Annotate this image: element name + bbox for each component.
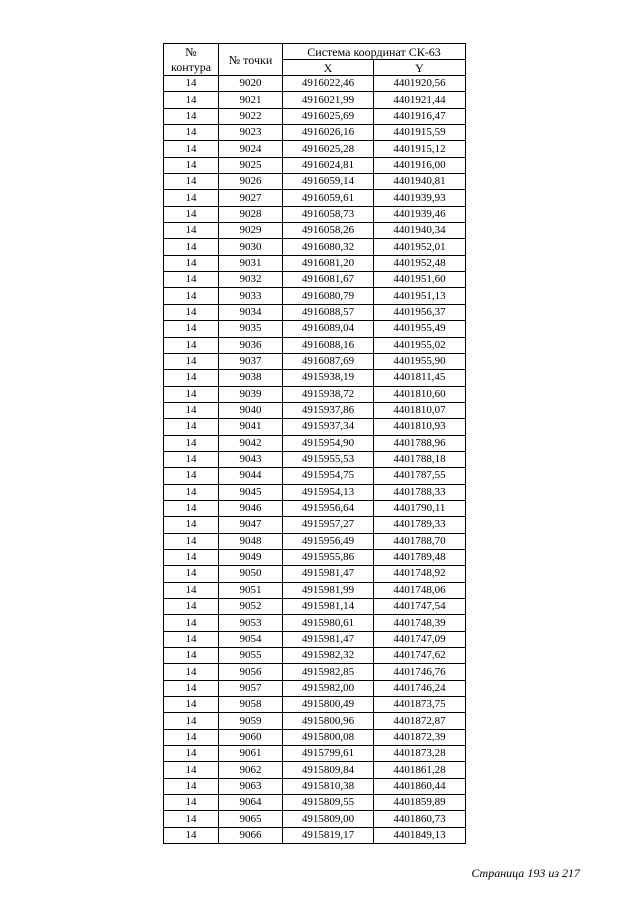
cell-x: 4916058,26: [283, 223, 374, 239]
cell-point: 9052: [219, 599, 283, 615]
table-row: [164, 533, 466, 549]
cell-point: 9044: [219, 468, 283, 484]
cell-x: 4916059,61: [283, 190, 374, 206]
cell-point: 9055: [219, 648, 283, 664]
cell-x: 4916058,73: [283, 206, 374, 222]
cell-point: 9045: [219, 484, 283, 500]
cell-y: 4401955,49: [374, 321, 466, 337]
cell-contour: 14: [164, 615, 219, 631]
cell-y: 4401748,39: [374, 615, 466, 631]
cell-y: 4401746,24: [374, 680, 466, 696]
cell-contour: 14: [164, 566, 219, 582]
cell-y: 4401955,02: [374, 337, 466, 353]
cell-point: 9041: [219, 419, 283, 435]
table-row: [164, 648, 466, 664]
table-row: [164, 141, 466, 157]
cell-contour: 14: [164, 435, 219, 451]
cell-point: 9034: [219, 304, 283, 320]
cell-contour: 14: [164, 648, 219, 664]
header-contour-no-text: № контура: [170, 44, 212, 74]
table-row: [164, 337, 466, 353]
table-row: [164, 451, 466, 467]
cell-contour: 14: [164, 517, 219, 533]
table-row: [164, 108, 466, 124]
cell-contour: 14: [164, 174, 219, 190]
cell-contour: 14: [164, 288, 219, 304]
cell-point: 9042: [219, 435, 283, 451]
table-row: [164, 125, 466, 141]
cell-x: 4915819,17: [283, 827, 374, 843]
cell-x: 4916089,04: [283, 321, 374, 337]
cell-x: 4915982,85: [283, 664, 374, 680]
cell-x: 4915809,00: [283, 811, 374, 827]
cell-x: 4916088,16: [283, 337, 374, 353]
page-label: Страница: [471, 866, 525, 880]
cell-y: 4401748,06: [374, 582, 466, 598]
cell-y: 4401748,92: [374, 566, 466, 582]
cell-x: 4916081,20: [283, 255, 374, 271]
cell-contour: 14: [164, 729, 219, 745]
cell-contour: 14: [164, 108, 219, 124]
cell-contour: 14: [164, 762, 219, 778]
cell-contour: 14: [164, 664, 219, 680]
cell-y: 4401915,59: [374, 125, 466, 141]
table-row: [164, 549, 466, 565]
table-row: [164, 566, 466, 582]
cell-contour: 14: [164, 713, 219, 729]
cell-x: 4915799,61: [283, 746, 374, 762]
cell-y: 4401810,60: [374, 386, 466, 402]
cell-contour: 14: [164, 549, 219, 565]
cell-x: 4915981,14: [283, 599, 374, 615]
cell-point: 9058: [219, 697, 283, 713]
cell-contour: 14: [164, 680, 219, 696]
cell-y: 4401920,56: [374, 76, 466, 92]
cell-x: 4915981,47: [283, 566, 374, 582]
cell-contour: 14: [164, 811, 219, 827]
cell-y: 4401859,89: [374, 795, 466, 811]
table-row: [164, 386, 466, 402]
cell-point: 9038: [219, 370, 283, 386]
page-total: 217: [562, 866, 580, 880]
cell-y: 4401789,33: [374, 517, 466, 533]
cell-point: 9023: [219, 125, 283, 141]
cell-x: 4915800,08: [283, 729, 374, 745]
cell-y: 4401955,90: [374, 353, 466, 369]
cell-y: 4401956,37: [374, 304, 466, 320]
cell-x: 4916025,69: [283, 108, 374, 124]
cell-contour: 14: [164, 206, 219, 222]
cell-point: 9021: [219, 92, 283, 108]
cell-x: 4916026,16: [283, 125, 374, 141]
cell-point: 9036: [219, 337, 283, 353]
cell-x: 4916022,46: [283, 76, 374, 92]
cell-point: 9060: [219, 729, 283, 745]
cell-contour: 14: [164, 370, 219, 386]
table-row: [164, 419, 466, 435]
table-row: [164, 762, 466, 778]
cell-contour: 14: [164, 697, 219, 713]
cell-point: 9062: [219, 762, 283, 778]
cell-point: 9065: [219, 811, 283, 827]
cell-contour: 14: [164, 468, 219, 484]
cell-contour: 14: [164, 337, 219, 353]
cell-point: 9033: [219, 288, 283, 304]
cell-point: 9053: [219, 615, 283, 631]
cell-contour: 14: [164, 321, 219, 337]
cell-y: 4401849,13: [374, 827, 466, 843]
cell-x: 4915955,53: [283, 451, 374, 467]
page-of: из: [548, 866, 559, 880]
cell-contour: 14: [164, 746, 219, 762]
header-y-text: Y: [415, 60, 424, 75]
table-row: [164, 599, 466, 615]
table-row: [164, 272, 466, 288]
table-row: [164, 778, 466, 794]
cell-contour: 14: [164, 533, 219, 549]
cell-contour: 14: [164, 255, 219, 271]
cell-point: 9032: [219, 272, 283, 288]
cell-y: 4401788,18: [374, 451, 466, 467]
table-row: [164, 517, 466, 533]
cell-point: 9061: [219, 746, 283, 762]
cell-point: 9051: [219, 582, 283, 598]
cell-contour: 14: [164, 827, 219, 843]
cell-y: 4401872,87: [374, 713, 466, 729]
cell-point: 9026: [219, 174, 283, 190]
table-header: [164, 44, 466, 76]
cell-contour: 14: [164, 353, 219, 369]
cell-y: 4401952,48: [374, 255, 466, 271]
cell-x: 4916024,81: [283, 157, 374, 173]
cell-point: 9059: [219, 713, 283, 729]
cell-y: 4401810,07: [374, 402, 466, 418]
cell-contour: 14: [164, 631, 219, 647]
cell-point: 9064: [219, 795, 283, 811]
table-row: [164, 697, 466, 713]
cell-y: 4401940,81: [374, 174, 466, 190]
cell-x: 4915980,61: [283, 615, 374, 631]
cell-contour: 14: [164, 582, 219, 598]
cell-point: 9046: [219, 500, 283, 516]
table-row: [164, 239, 466, 255]
table-row: [164, 811, 466, 827]
cell-x: 4915954,75: [283, 468, 374, 484]
cell-point: 9054: [219, 631, 283, 647]
cell-x: 4916080,32: [283, 239, 374, 255]
cell-contour: 14: [164, 484, 219, 500]
table-row: [164, 484, 466, 500]
cell-x: 4915937,86: [283, 402, 374, 418]
cell-x: 4915982,00: [283, 680, 374, 696]
header-contour-no: [164, 44, 219, 76]
table-row: [164, 76, 466, 92]
cell-y: 4401747,09: [374, 631, 466, 647]
cell-y: 4401790,11: [374, 500, 466, 516]
table-row: [164, 353, 466, 369]
table-row: [164, 157, 466, 173]
cell-point: 9025: [219, 157, 283, 173]
header-coordinate-system: [283, 44, 466, 60]
cell-point: 9027: [219, 190, 283, 206]
table-row: [164, 664, 466, 680]
table-row: [164, 370, 466, 386]
cell-x: 4915938,19: [283, 370, 374, 386]
cell-x: 4915981,47: [283, 631, 374, 647]
cell-y: 4401811,45: [374, 370, 466, 386]
table-row: [164, 827, 466, 843]
cell-x: 4915800,96: [283, 713, 374, 729]
header-x: [283, 60, 374, 76]
cell-point: 9049: [219, 549, 283, 565]
cell-x: 4916081,67: [283, 272, 374, 288]
cell-point: 9043: [219, 451, 283, 467]
cell-x: 4915954,13: [283, 484, 374, 500]
cell-point: 9030: [219, 239, 283, 255]
cell-y: 4401873,75: [374, 697, 466, 713]
cell-y: 4401916,47: [374, 108, 466, 124]
cell-point: 9035: [219, 321, 283, 337]
table-row: [164, 582, 466, 598]
cell-contour: 14: [164, 599, 219, 615]
cell-x: 4915981,99: [283, 582, 374, 598]
cell-contour: 14: [164, 795, 219, 811]
table-row: [164, 174, 466, 190]
header-coordinate-system-text: Система координат СК-63: [307, 44, 441, 59]
cell-x: 4916025,28: [283, 141, 374, 157]
cell-y: 4401788,33: [374, 484, 466, 500]
cell-point: 9056: [219, 664, 283, 680]
table-row: [164, 729, 466, 745]
cell-x: 4915809,84: [283, 762, 374, 778]
cell-y: 4401952,01: [374, 239, 466, 255]
cell-y: 4401873,28: [374, 746, 466, 762]
cell-x: 4915956,64: [283, 500, 374, 516]
cell-y: 4401788,96: [374, 435, 466, 451]
cell-y: 4401872,39: [374, 729, 466, 745]
cell-point: 9024: [219, 141, 283, 157]
table-row: [164, 206, 466, 222]
cell-y: 4401787,55: [374, 468, 466, 484]
cell-x: 4915937,34: [283, 419, 374, 435]
table-row: [164, 92, 466, 108]
cell-point: 9020: [219, 76, 283, 92]
cell-contour: 14: [164, 419, 219, 435]
cell-point: 9050: [219, 566, 283, 582]
table-row: [164, 500, 466, 516]
cell-y: 4401810,93: [374, 419, 466, 435]
cell-point: 9031: [219, 255, 283, 271]
cell-point: 9022: [219, 108, 283, 124]
header-point-no: [219, 44, 283, 76]
cell-point: 9028: [219, 206, 283, 222]
table-row: [164, 746, 466, 762]
cell-contour: 14: [164, 402, 219, 418]
cell-x: 4916059,14: [283, 174, 374, 190]
cell-y: 4401788,70: [374, 533, 466, 549]
cell-y: 4401747,54: [374, 599, 466, 615]
cell-contour: 14: [164, 304, 219, 320]
cell-point: 9057: [219, 680, 283, 696]
table-row: [164, 288, 466, 304]
cell-contour: 14: [164, 76, 219, 92]
cell-y: 4401939,93: [374, 190, 466, 206]
cell-y: 4401915,12: [374, 141, 466, 157]
cell-contour: 14: [164, 190, 219, 206]
table-row: [164, 304, 466, 320]
cell-x: 4916087,69: [283, 353, 374, 369]
cell-contour: 14: [164, 272, 219, 288]
table-row: [164, 468, 466, 484]
table-row: [164, 615, 466, 631]
cell-x: 4915800,49: [283, 697, 374, 713]
cell-x: 4916080,79: [283, 288, 374, 304]
cell-y: 4401940,34: [374, 223, 466, 239]
cell-contour: 14: [164, 92, 219, 108]
cell-y: 4401861,28: [374, 762, 466, 778]
cell-contour: 14: [164, 239, 219, 255]
cell-contour: 14: [164, 500, 219, 516]
cell-x: 4915938,72: [283, 386, 374, 402]
cell-x: 4915982,32: [283, 648, 374, 664]
cell-x: 4916088,57: [283, 304, 374, 320]
page-footer: [471, 866, 580, 881]
cell-x: 4915956,49: [283, 533, 374, 549]
table-row: [164, 223, 466, 239]
cell-contour: 14: [164, 125, 219, 141]
table-row: [164, 713, 466, 729]
table-row: [164, 795, 466, 811]
table-row: [164, 680, 466, 696]
cell-point: 9047: [219, 517, 283, 533]
table-row: [164, 255, 466, 271]
cell-contour: 14: [164, 778, 219, 794]
header-x-text: X: [323, 60, 333, 75]
table-row: [164, 631, 466, 647]
header-y: [374, 60, 466, 76]
cell-y: 4401951,13: [374, 288, 466, 304]
cell-contour: 14: [164, 157, 219, 173]
cell-y: 4401916,00: [374, 157, 466, 173]
cell-y: 4401860,44: [374, 778, 466, 794]
cell-point: 9037: [219, 353, 283, 369]
cell-contour: 14: [164, 386, 219, 402]
cell-point: 9063: [219, 778, 283, 794]
table-row: [164, 435, 466, 451]
cell-contour: 14: [164, 223, 219, 239]
cell-x: 4915954,90: [283, 435, 374, 451]
cell-x: 4915957,27: [283, 517, 374, 533]
header-point-no-text: № точки: [228, 52, 273, 67]
cell-y: 4401746,76: [374, 664, 466, 680]
cell-x: 4916021,99: [283, 92, 374, 108]
coordinates-table: [163, 43, 466, 844]
cell-x: 4915809,55: [283, 795, 374, 811]
cell-point: 9029: [219, 223, 283, 239]
cell-y: 4401747,62: [374, 648, 466, 664]
cell-x: 4915810,38: [283, 778, 374, 794]
cell-point: 9066: [219, 827, 283, 843]
table-row: [164, 402, 466, 418]
table-body: [164, 76, 466, 844]
cell-y: 4401951,60: [374, 272, 466, 288]
cell-contour: 14: [164, 451, 219, 467]
cell-contour: 14: [164, 141, 219, 157]
cell-y: 4401789,48: [374, 549, 466, 565]
cell-point: 9039: [219, 386, 283, 402]
page-number: 193: [527, 866, 546, 880]
cell-y: 4401921,44: [374, 92, 466, 108]
cell-y: 4401860,73: [374, 811, 466, 827]
table-row: [164, 190, 466, 206]
table-row: [164, 321, 466, 337]
cell-point: 9040: [219, 402, 283, 418]
cell-x: 4915955,86: [283, 549, 374, 565]
cell-point: 9048: [219, 533, 283, 549]
cell-y: 4401939,46: [374, 206, 466, 222]
